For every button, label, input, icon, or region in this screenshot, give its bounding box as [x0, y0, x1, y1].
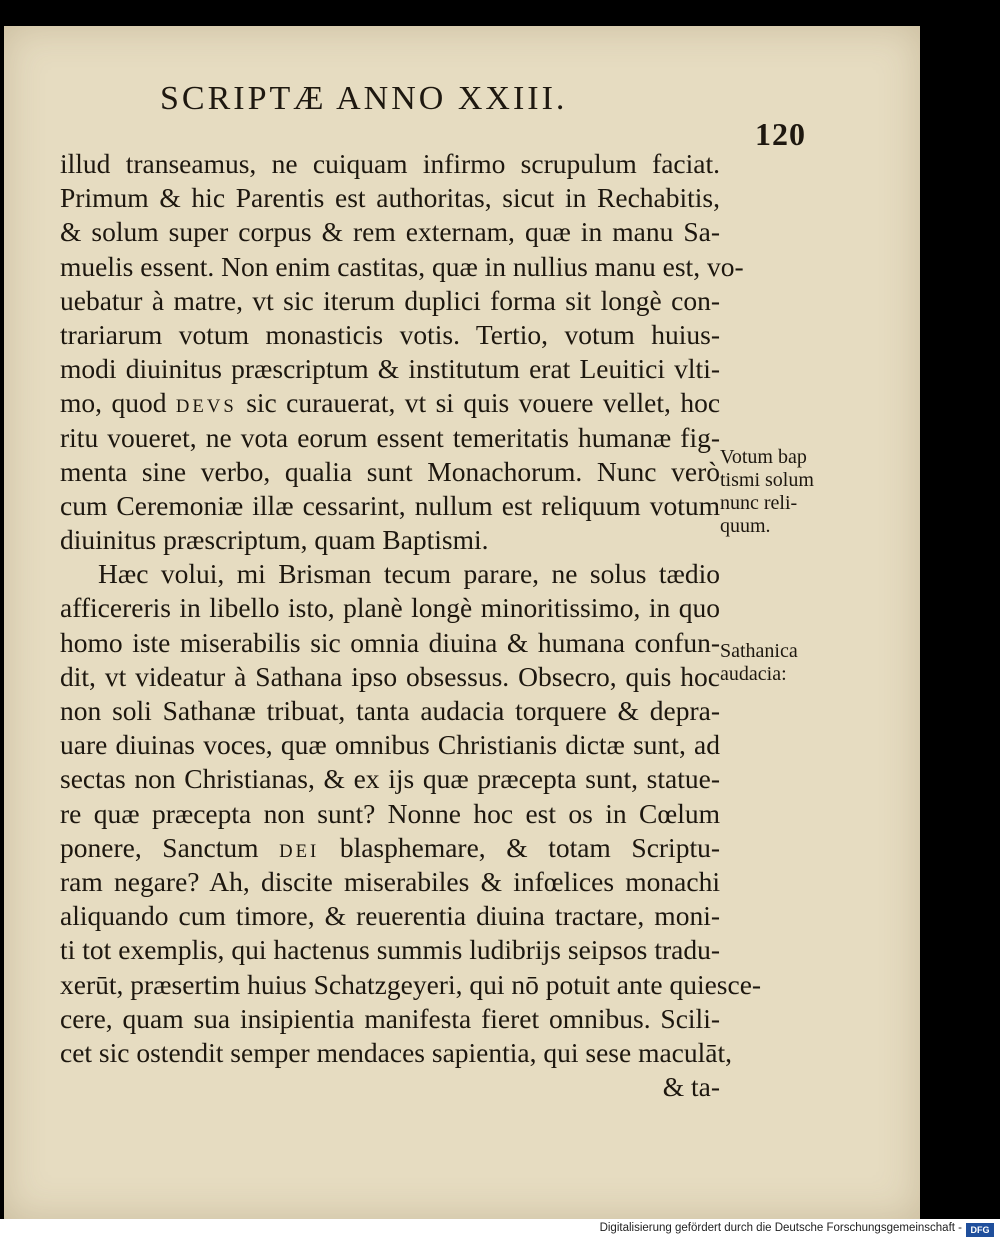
text-line: homo iste miserabilis sic omnia diuina & humana confun- [60, 626, 720, 658]
text-fragment: blasphemare, & totam Scriptu- [339, 831, 720, 863]
note-line: tismi solum [720, 469, 814, 491]
text-line: re quæ præcepta non sunt? Nonne hoc est os in Cœlum [60, 797, 720, 829]
text-line: cere, quam sua insipientia manifesta fieret omnibus. Scili- [60, 1002, 720, 1034]
text-line: dit, vt videatur à Sathana ipso obsessus. Obsecro, quis hoc [60, 660, 720, 692]
text-line: diuinitus præscriptum, quam Baptismi. [60, 524, 489, 556]
note-line: Votum bap [720, 446, 807, 468]
dfg-logo: DFG [966, 1223, 994, 1237]
text-line: non soli Sathanæ tribuat, tanta audacia torquere & depra- [60, 695, 720, 726]
text-line: ritu voueret, ne vota eorum essent temeritatis humanæ fig- [60, 421, 720, 453]
note-line: Sathanica [720, 640, 798, 662]
text-line: trariarum votum monasticis votis. Tertio, votum huius- [60, 318, 720, 350]
text-fragment: ponere, Sanctum [60, 831, 259, 863]
note-line: nunc reli- [720, 492, 798, 514]
text-line: afficereris in libello isto, planè longè minoritissimo, in quo [60, 592, 720, 624]
small-caps-deus: DEVS [175, 396, 237, 418]
margin-note-votum [720, 446, 870, 538]
page-number: 120 [755, 116, 806, 152]
note-line: audacia: [720, 663, 787, 685]
note-line: quum. [720, 515, 771, 537]
text-line: muelis essent. Non enim castitas, quæ in nullius manu est, vo- [60, 250, 744, 282]
text-line: illud transeamus, ne cuiquam infirmo scrupulum faciat. [60, 148, 720, 179]
margin-note-sathanica [720, 640, 870, 686]
text-line: menta sine verbo, qualia sunt Monachorum. Nunc verò [60, 455, 720, 487]
text-line: xerūt, præsertim huius Schatzgeyeri, qui nō potuit ante quiesce- [60, 968, 762, 1000]
text-line: modi diuinitus præscriptum & institutum erat Leuitici vlti- [60, 353, 720, 385]
text-fragment: mo, quod [60, 387, 167, 419]
running-title: SCRIPTÆ ANNO XXIII. [160, 80, 568, 117]
text-line: cet sic ostendit semper mendaces sapientia, qui sese maculāt, [60, 1036, 732, 1068]
text-line: aliquando cum timore, & reuerentia diuina tractare, moni- [60, 900, 720, 932]
text-line: sectas non Christianas, & ex ijs quæ præcepta sunt, statue- [60, 763, 720, 795]
text-line: Primum & hic Parentis est authoritas, sicut in Rechabitis, [60, 182, 720, 214]
text-line [60, 831, 720, 865]
text-line: cum Ceremoniæ illæ cessarint, nullum est reliquum votum [60, 489, 720, 521]
text-line: uare diuinas voces, quæ omnibus Christianis dictæ sunt, ad [60, 729, 720, 761]
small-caps-dei: DEI [279, 840, 320, 862]
text-line: Hæc volui, mi Brisman tecum parare, ne solus tædio [98, 558, 720, 590]
text-line: & solum super corpus & rem externam, quæ in manu Sa- [60, 216, 720, 248]
text-line: uebatur à matre, vt sic iterum duplici forma sit longè con- [60, 284, 720, 316]
text-line: ti tot exemplis, qui hactenus summis ludibrijs seipsos tradu- [60, 934, 720, 966]
funding-credit: Digitalisierung gefördert durch die Deutsche Forschungsgemeinschaft - [599, 1222, 962, 1234]
text-fragment: sic curauerat, vt si quis vouere vellet, hoc [246, 387, 721, 419]
text-line [60, 386, 720, 420]
catchword: & ta- [662, 1071, 720, 1103]
text-line: ram negare? Ah, discite miserabiles & infœlices monachi [60, 865, 720, 897]
